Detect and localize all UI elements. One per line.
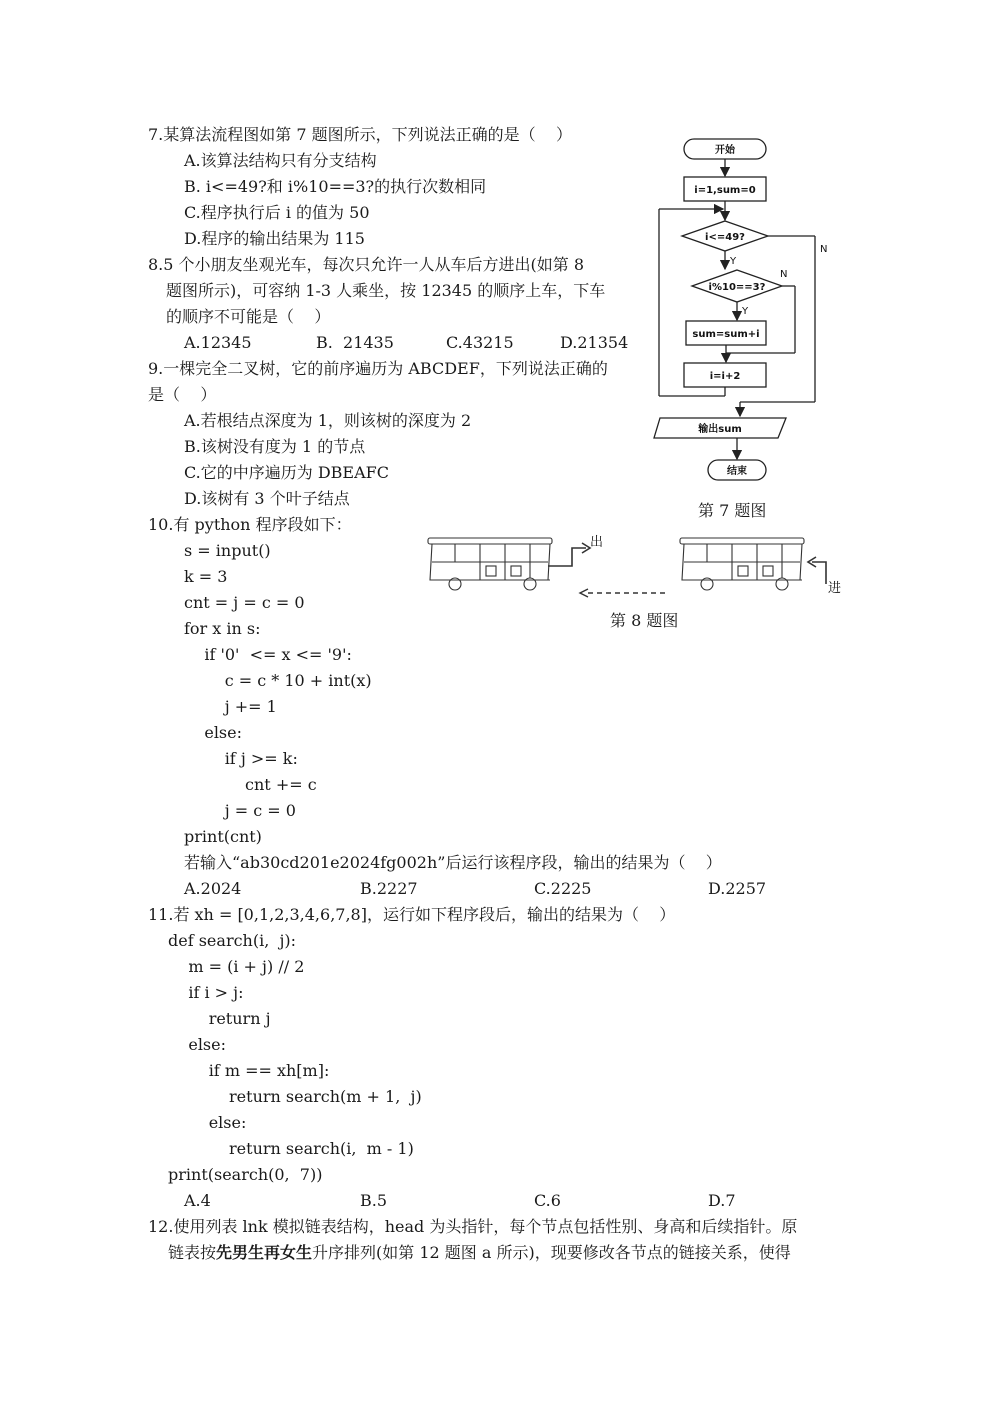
q10-question: 若输入“ab30cd201e2024fg002h”后运行该程序段，输出的结果为（ ）	[184, 853, 722, 872]
q8-option-c: C.43215	[446, 333, 514, 352]
q11-code-line: return j	[168, 1009, 271, 1028]
q8-stem-line3: 的顺序不可能是（ ）	[166, 307, 331, 326]
flow-cond2-label: i%10==3?	[708, 282, 766, 293]
flow-end-label: 结束	[727, 466, 747, 477]
q8-stem-line1: 8.5 个小朋友坐观光车，每次只允许一人从车后方进出(如第 8	[148, 255, 585, 274]
q10-stem: 10.有 python 程序段如下：	[148, 515, 352, 534]
q12-line2-text: 链表按	[168, 1243, 217, 1262]
bus-right-icon	[680, 538, 804, 590]
q11-option-a: A.4	[184, 1191, 211, 1210]
q11-option-c: C.6	[534, 1191, 561, 1210]
q12-line2-rest: 升序排列(如第 12 题图 a 所示)，现要修改各节点的链接关系，使得	[312, 1243, 791, 1262]
q10-option-a: A.2024	[184, 879, 242, 898]
flow-no-label: N	[820, 244, 828, 255]
q11-code-line: return search(i, m - 1)	[168, 1139, 414, 1158]
q7-option-b: B. i<=49?和 i%10==3?的执行次数相同	[184, 177, 487, 196]
q10-code-line: if j >= k:	[184, 749, 298, 768]
q12-bold-phrase: 先男生再女生	[216, 1243, 313, 1262]
q10-code-line: c = c * 10 + int(x)	[184, 671, 372, 690]
q9-option-b: B.该树没有度为 1 的节点	[184, 437, 366, 456]
q11-code-line: m = (i + j) // 2	[168, 957, 305, 976]
bus-figure-8	[420, 528, 850, 604]
flow-yes-label: Y	[742, 306, 749, 317]
q8-option-a: A.12345	[184, 333, 252, 352]
q10-code-line: cnt += c	[184, 775, 317, 794]
q11-code-line: else:	[168, 1035, 226, 1054]
q9-stem-line1: 9.一棵完全二叉树，它的前序遍历为 ABCDEF，下列说法正确的	[148, 359, 608, 378]
q10-option-b: B.2227	[360, 879, 418, 898]
q11-code-line: return search(m + 1, j)	[168, 1087, 422, 1106]
q11-option-d: D.7	[708, 1191, 736, 1210]
flow-start-label: 开始	[715, 145, 735, 156]
q9-option-d: D.该树有 3 个叶子结点	[184, 489, 350, 508]
q11-code-line: print(search(0, 7))	[168, 1165, 323, 1184]
flow-yes-label: Y	[730, 256, 737, 267]
q9-option-c: C.它的中序遍历为 DBEAFC	[184, 463, 390, 482]
q11-code-line: def search(i, j):	[168, 931, 297, 950]
q11-code-line: else:	[168, 1113, 247, 1132]
q11-stem: 11.若 xh = [0,1,2,3,4,6,7,8]，运行如下程序段后，输出的结果为（ ）	[148, 905, 676, 924]
q10-option-d: D.2257	[708, 879, 767, 898]
figure-8-caption: 第 8 题图	[610, 611, 679, 630]
q8-stem-line2: 题图所示)，可容纳 1-3 人乘坐，按 12345 的顺序上车，下车	[166, 281, 606, 300]
q8-option-d: D.21354	[560, 333, 629, 352]
q10-code-line: print(cnt)	[184, 827, 262, 846]
q7-option-c: C.程序执行后 i 的值为 50	[184, 203, 370, 222]
flow-no-label: N	[780, 269, 788, 280]
flow-cond1-label: i<=49?	[705, 232, 745, 243]
q10-code-line: j += 1	[184, 697, 277, 716]
q10-option-c: C.2225	[534, 879, 592, 898]
q9-stem-line2: 是（ ）	[148, 385, 217, 404]
q11-option-b: B.5	[360, 1191, 388, 1210]
q10-code-line: s = input()	[184, 541, 271, 560]
q7-stem: 7.某算法流程图如第 7 题图所示，下列说法正确的是（ ）	[148, 125, 572, 144]
q7-option-a: A.该算法结构只有分支结构	[184, 151, 377, 170]
flow-init-label: i=1,sum=0	[694, 185, 756, 196]
flow-incr-label: i=i+2	[709, 371, 741, 382]
q11-code-line: if i > j:	[168, 983, 244, 1002]
bus-in-label: 进	[828, 581, 842, 596]
bus-left-icon	[428, 538, 552, 590]
q8-option-b: B. 21435	[316, 333, 394, 352]
flow-body-label: sum=sum+i	[692, 329, 760, 340]
q7-option-d: D.程序的输出结果为 115	[184, 229, 365, 248]
q10-code-line: cnt = j = c = 0	[184, 593, 305, 612]
q11-code-line: if m == xh[m]:	[168, 1061, 330, 1080]
flowchart-figure-7	[640, 132, 840, 492]
q12-line2	[168, 1242, 791, 1264]
q10-code-line: for x in s:	[184, 619, 261, 638]
q10-code-line: if '0' <= x <= '9':	[184, 645, 352, 664]
flow-output-label: 输出sum	[698, 424, 742, 435]
q10-code-line: k = 3	[184, 567, 228, 586]
q12-line1: 12.使用列表 lnk 模拟链表结构，head 为头指针，每个节点包括性别、身高和后续指针。原	[148, 1217, 798, 1236]
figure-7-caption: 第 7 题图	[698, 501, 767, 520]
q9-option-a: A.若根结点深度为 1，则该树的深度为 2	[184, 411, 472, 430]
q10-code-line: j = c = 0	[184, 801, 296, 820]
q10-code-line: else:	[184, 723, 242, 742]
bus-out-label: 出	[590, 535, 604, 550]
